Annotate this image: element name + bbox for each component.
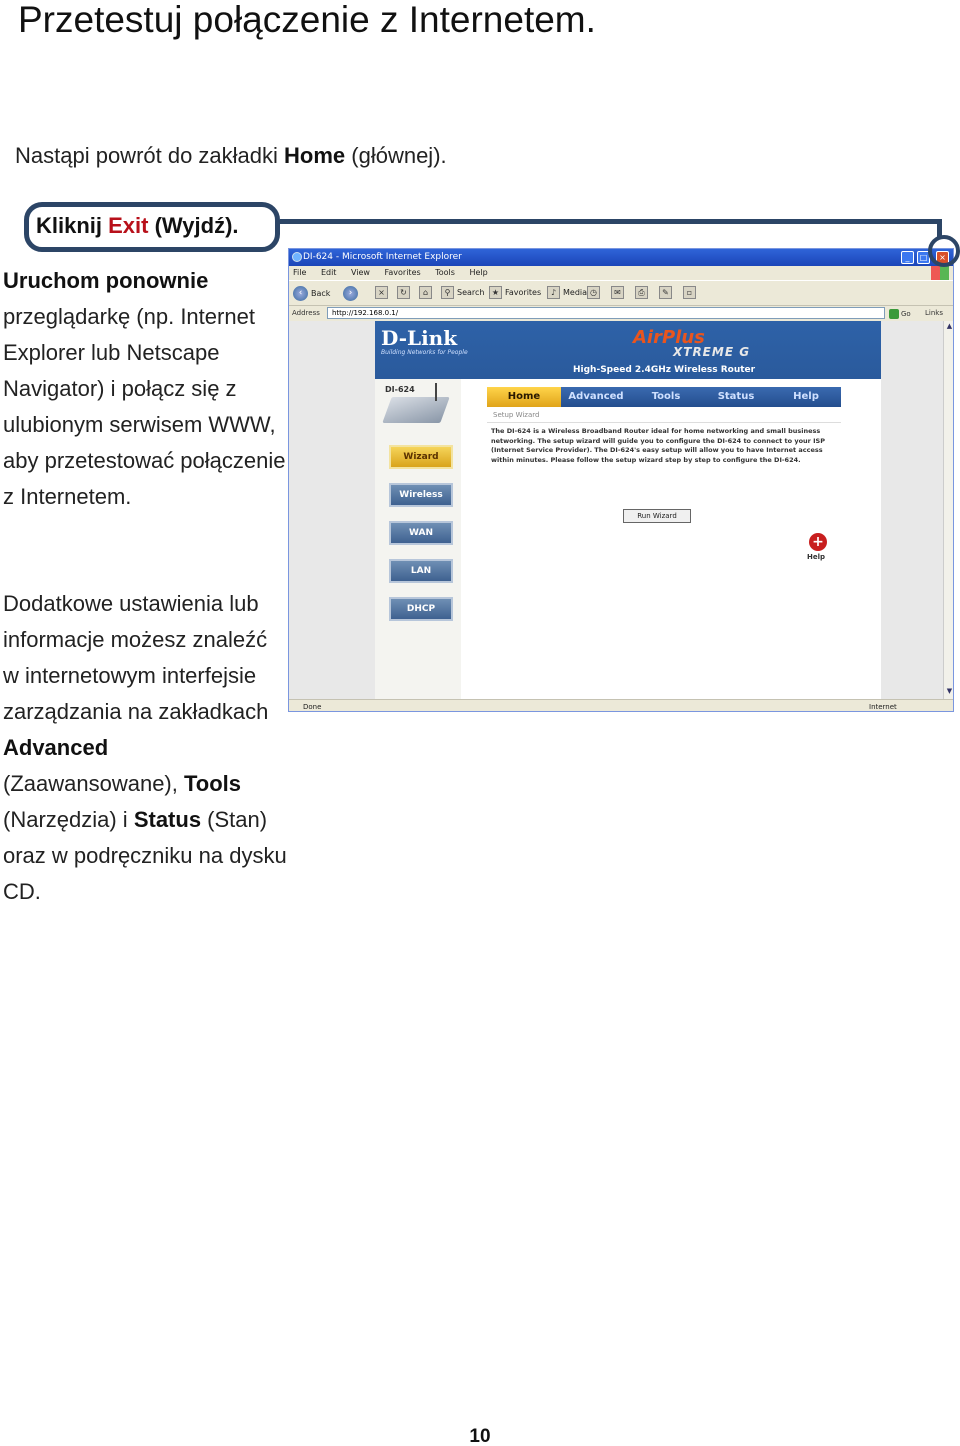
para2-c: (Narzędzia) i [3, 807, 134, 832]
intro-text [15, 142, 447, 170]
stop-button[interactable] [375, 286, 388, 299]
menu-edit[interactable]: Edit [320, 268, 337, 277]
sidebar-item-wizard[interactable]: Wizard [389, 445, 453, 469]
back-arrow-icon: ‹ [293, 286, 308, 301]
status-zone: Internet [869, 703, 897, 711]
run-wizard-button[interactable]: Run Wizard [623, 509, 691, 523]
router-sidebar [375, 379, 461, 699]
search-button[interactable] [441, 286, 484, 299]
para2-status: Status [133, 807, 202, 832]
tab-home[interactable]: Home [487, 387, 561, 407]
sidebar-item-dhcp[interactable]: DHCP [389, 597, 453, 621]
router-antenna [435, 383, 437, 401]
para1-bold: Uruchom ponownie [3, 268, 209, 293]
router-web-ui [375, 321, 881, 699]
go-label: Go [901, 310, 911, 318]
back-button[interactable] [293, 286, 330, 301]
tab-status[interactable]: Status [717, 391, 755, 402]
close-button-highlight [928, 235, 960, 267]
callout-pre: Kliknij [36, 213, 109, 238]
para2-d: (Stan) oraz w podręczniku na dysku CD. [3, 807, 287, 904]
refresh-icon: ↻ [397, 286, 410, 299]
para2-a: Dodatkowe ustawienia lub informacje możesz znaleźć w internetowym interfejsie zarządzania na zakładkach [3, 591, 269, 724]
forward-arrow-icon: › [343, 286, 358, 301]
mail-button[interactable] [611, 286, 624, 299]
forward-button[interactable] [343, 286, 358, 301]
xtreme-g-logo: XTREME G [673, 345, 751, 359]
home-icon: ⌂ [419, 286, 432, 299]
menu-file[interactable]: File [293, 268, 307, 277]
links-label[interactable]: Links [925, 309, 943, 317]
help-plus-icon[interactable]: + [809, 533, 827, 551]
messenger-button[interactable] [683, 286, 696, 299]
address-label: Address [292, 309, 320, 317]
media-button[interactable] [547, 286, 587, 299]
router-tabs [487, 387, 841, 407]
callout-connector [280, 219, 942, 224]
page-title: Przetestuj połączenie z Internetem. [18, 0, 596, 40]
browser-menubar [289, 266, 953, 280]
close-icon[interactable]: × [936, 251, 949, 264]
scroll-up-icon[interactable]: ▲ [946, 322, 953, 330]
sidebar-item-wireless[interactable]: Wireless [389, 483, 453, 507]
print-icon: ⎙ [635, 286, 648, 299]
browser-statusbar [289, 699, 953, 712]
window-title: DI-624 - Microsoft Internet Explorer [303, 252, 462, 262]
router-header [375, 321, 881, 379]
media-label: Media [563, 288, 588, 297]
model-label: DI-624 [385, 385, 415, 394]
menu-view[interactable]: View [350, 268, 370, 277]
stop-icon: × [375, 286, 388, 299]
help-label[interactable]: Help [807, 553, 826, 561]
intro-post: (głównej). [345, 143, 447, 168]
mail-icon: ✉ [611, 286, 624, 299]
para2-b: (Zaawansowane), [3, 771, 184, 796]
go-button[interactable] [889, 307, 911, 321]
maximize-icon[interactable]: □ [917, 251, 930, 264]
ie-icon [292, 252, 302, 262]
search-icon: ⚲ [441, 286, 454, 299]
browser-toolbar [289, 280, 953, 306]
tab-tools[interactable]: Tools [651, 391, 681, 402]
folder-icon: ▫ [683, 286, 696, 299]
paragraph-more-info [3, 586, 288, 910]
go-arrow-icon [889, 309, 899, 319]
address-bar [289, 306, 953, 320]
edit-button[interactable] [659, 286, 672, 299]
router-device-image [382, 397, 449, 423]
menu-tools[interactable]: Tools [435, 268, 455, 277]
history-icon: ◷ [587, 286, 600, 299]
tab-help[interactable]: Help [793, 391, 819, 402]
windows-logo-icon [931, 266, 949, 280]
sidebar-item-lan[interactable]: LAN [389, 559, 453, 583]
divider [487, 422, 841, 423]
dlink-logo: D-Link [381, 326, 458, 350]
address-input[interactable]: http://192.168.0.1/ [327, 307, 885, 319]
router-main-panel [487, 407, 841, 699]
sidebar-item-wan[interactable]: WAN [389, 521, 453, 545]
callout-exit: Exit [108, 213, 149, 238]
star-icon: ★ [489, 286, 502, 299]
search-label: Search [457, 288, 485, 297]
history-button[interactable] [587, 286, 600, 299]
para1-rest: przeglądarkę (np. Internet Explorer lub Netscape Navigator) i połącz się z ulubionym serwisem WWW, aby przetestować połączenie z Internetem. [3, 304, 286, 509]
home-button[interactable] [419, 286, 432, 299]
browser-content [289, 321, 943, 699]
scroll-down-icon[interactable]: ▼ [946, 687, 953, 695]
menu-help[interactable]: Help [469, 268, 488, 277]
paragraph-restart [3, 263, 288, 515]
media-icon: ♪ [547, 286, 560, 299]
intro-pre: Nastąpi powrót do zakładki [15, 143, 285, 168]
favorites-button[interactable] [489, 286, 541, 299]
refresh-button[interactable] [397, 286, 410, 299]
back-label: Back [311, 289, 331, 298]
favorites-label: Favorites [505, 288, 542, 297]
airplus-logo: AirPlus [633, 327, 705, 348]
menu-favorites[interactable]: Favorites [384, 268, 421, 277]
dlink-tagline: Building Networks for People [381, 349, 468, 356]
status-done: Done [303, 703, 322, 711]
print-button[interactable] [635, 286, 648, 299]
callout-post: (Wyjdź). [148, 213, 239, 238]
para2-tools: Tools [183, 771, 242, 796]
setup-wizard-title: Setup Wizard [493, 411, 540, 419]
intro-home: Home [284, 143, 346, 168]
minimize-icon[interactable]: _ [901, 251, 914, 264]
para2-advanced: Advanced [3, 735, 109, 760]
router-description: The DI-624 is a Wireless Broadband Router ideal for home networking and small business networking. The setup wizard will guide you to configure the DI-624 to connect to your ISP (Internet Service Provider). The DI-624's easy setup will allow you to have Internet access within minutes. Please follow the setup wizard step by step to configure the DI-624. [491, 427, 825, 464]
router-subtitle: High-Speed 2.4GHz Wireless Router [573, 365, 756, 375]
browser-screenshot [288, 248, 954, 712]
edit-icon: ✎ [659, 286, 672, 299]
browser-titlebar [289, 249, 953, 266]
page-number: 10 [469, 1426, 491, 1446]
tab-advanced[interactable]: Advanced [568, 391, 624, 402]
browser-scrollbar[interactable] [943, 321, 954, 699]
callout-text [36, 212, 239, 240]
